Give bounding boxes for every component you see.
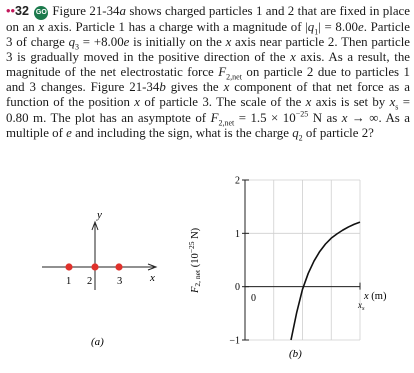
plot-area (242, 180, 360, 340)
figure-b (187, 176, 387, 361)
y-tick-label: 0 (235, 282, 240, 294)
text-segment: q (68, 35, 76, 50)
y-axis-title: F2, net ($10^{-25}$ N) (187, 227, 202, 293)
go-tutorial-icon[interactable]: GO (34, 6, 48, 20)
text-segment: x (38, 20, 45, 34)
text-subscript: 3 (75, 42, 80, 52)
text-subscript: 2 (298, 133, 303, 143)
text-segment: F (218, 65, 227, 80)
text-segment: | = 8.00 (318, 20, 358, 34)
force-curve (291, 222, 360, 340)
text-segment: e (66, 125, 72, 140)
text-segment: axis. As a result, the magnitude of the net electrostatic force (6, 50, 410, 80)
text-segment: = 1.5 × 10 (234, 110, 296, 125)
y-tick-label: −1 (229, 335, 240, 347)
difficulty-dots: •• (6, 4, 16, 18)
text-segment: = +8.00 (79, 35, 124, 50)
particle-2 (91, 263, 98, 270)
text-segment: e (123, 35, 130, 50)
y-tick-label: 1 (235, 228, 240, 240)
text-segment: shows charged particles 1 and 2 that are fixed in place on an (6, 4, 410, 34)
text-segment: b (159, 80, 166, 95)
text-segment: q (292, 125, 299, 140)
y-axis-label: y (97, 209, 102, 221)
text-segment: . Particle 3 of charge (6, 20, 410, 50)
text-segment: x (290, 50, 296, 65)
text-segment: of particle 3. The scale of the (140, 95, 306, 110)
text-subscript: s (395, 103, 399, 113)
particle-2-label: 2 (87, 276, 93, 287)
figure-a (42, 209, 156, 348)
text-segment: x (223, 80, 230, 95)
text-segment: and including the sign, what is the charge (71, 125, 293, 140)
text-segment: Figure 21-34 (52, 4, 120, 18)
text-subscript: 2,net (218, 118, 235, 128)
text-segment: x (341, 110, 348, 125)
text-segment: x (389, 95, 396, 110)
text-segment: x (225, 35, 232, 50)
text-segment: axis. Particle 1 has a charge with a magnitude of | (44, 20, 308, 34)
text-segment: x (134, 95, 140, 110)
y-tick-labels (229, 176, 240, 347)
text-segment: component of that net force as a function of the position (6, 80, 410, 110)
text-superscript: −25 (295, 109, 309, 119)
y-tick-label: 2 (235, 175, 240, 187)
xs-scale-label: $x_s$ (358, 300, 365, 312)
text-segment: e (357, 20, 364, 34)
x-axis-label: x (150, 272, 155, 284)
text-segment: x (305, 95, 312, 110)
text-segment: on particle 2 due to particles 1 and 3 changes. Figure 21-34 (6, 65, 410, 95)
text-segment: → ∞. As a multiple of (6, 110, 411, 140)
text-segment: = 0.80 m. The plot has an asymptote of (6, 95, 411, 125)
text-segment: F (210, 110, 219, 125)
figure-a-caption: (a) (91, 336, 104, 348)
text-segment: axis near particle 2. Then particle 3 is gradually moved in the positive direction of the (6, 35, 411, 65)
text-segment: gives the (165, 80, 224, 95)
problem-number: 32 (15, 4, 29, 18)
text-segment: q (307, 20, 315, 34)
text-segment: N as (308, 110, 342, 125)
text-segment: a (119, 4, 126, 18)
text-segment: axis is set by (311, 95, 390, 110)
text-subscript: 2,net (226, 72, 242, 82)
x-axis-title: x (m) (364, 291, 387, 302)
particle-1 (65, 263, 72, 270)
particle-3 (115, 263, 122, 270)
text-subscript: 1 (314, 27, 319, 37)
text-segment: of particle 2? (302, 125, 374, 140)
figure-b-caption: (b) (289, 348, 302, 360)
x-origin-label: 0 (251, 293, 256, 304)
particle-3-label: 3 (117, 276, 123, 287)
particle-1-label: 1 (66, 276, 72, 287)
text-segment: is initially on the (129, 35, 226, 50)
